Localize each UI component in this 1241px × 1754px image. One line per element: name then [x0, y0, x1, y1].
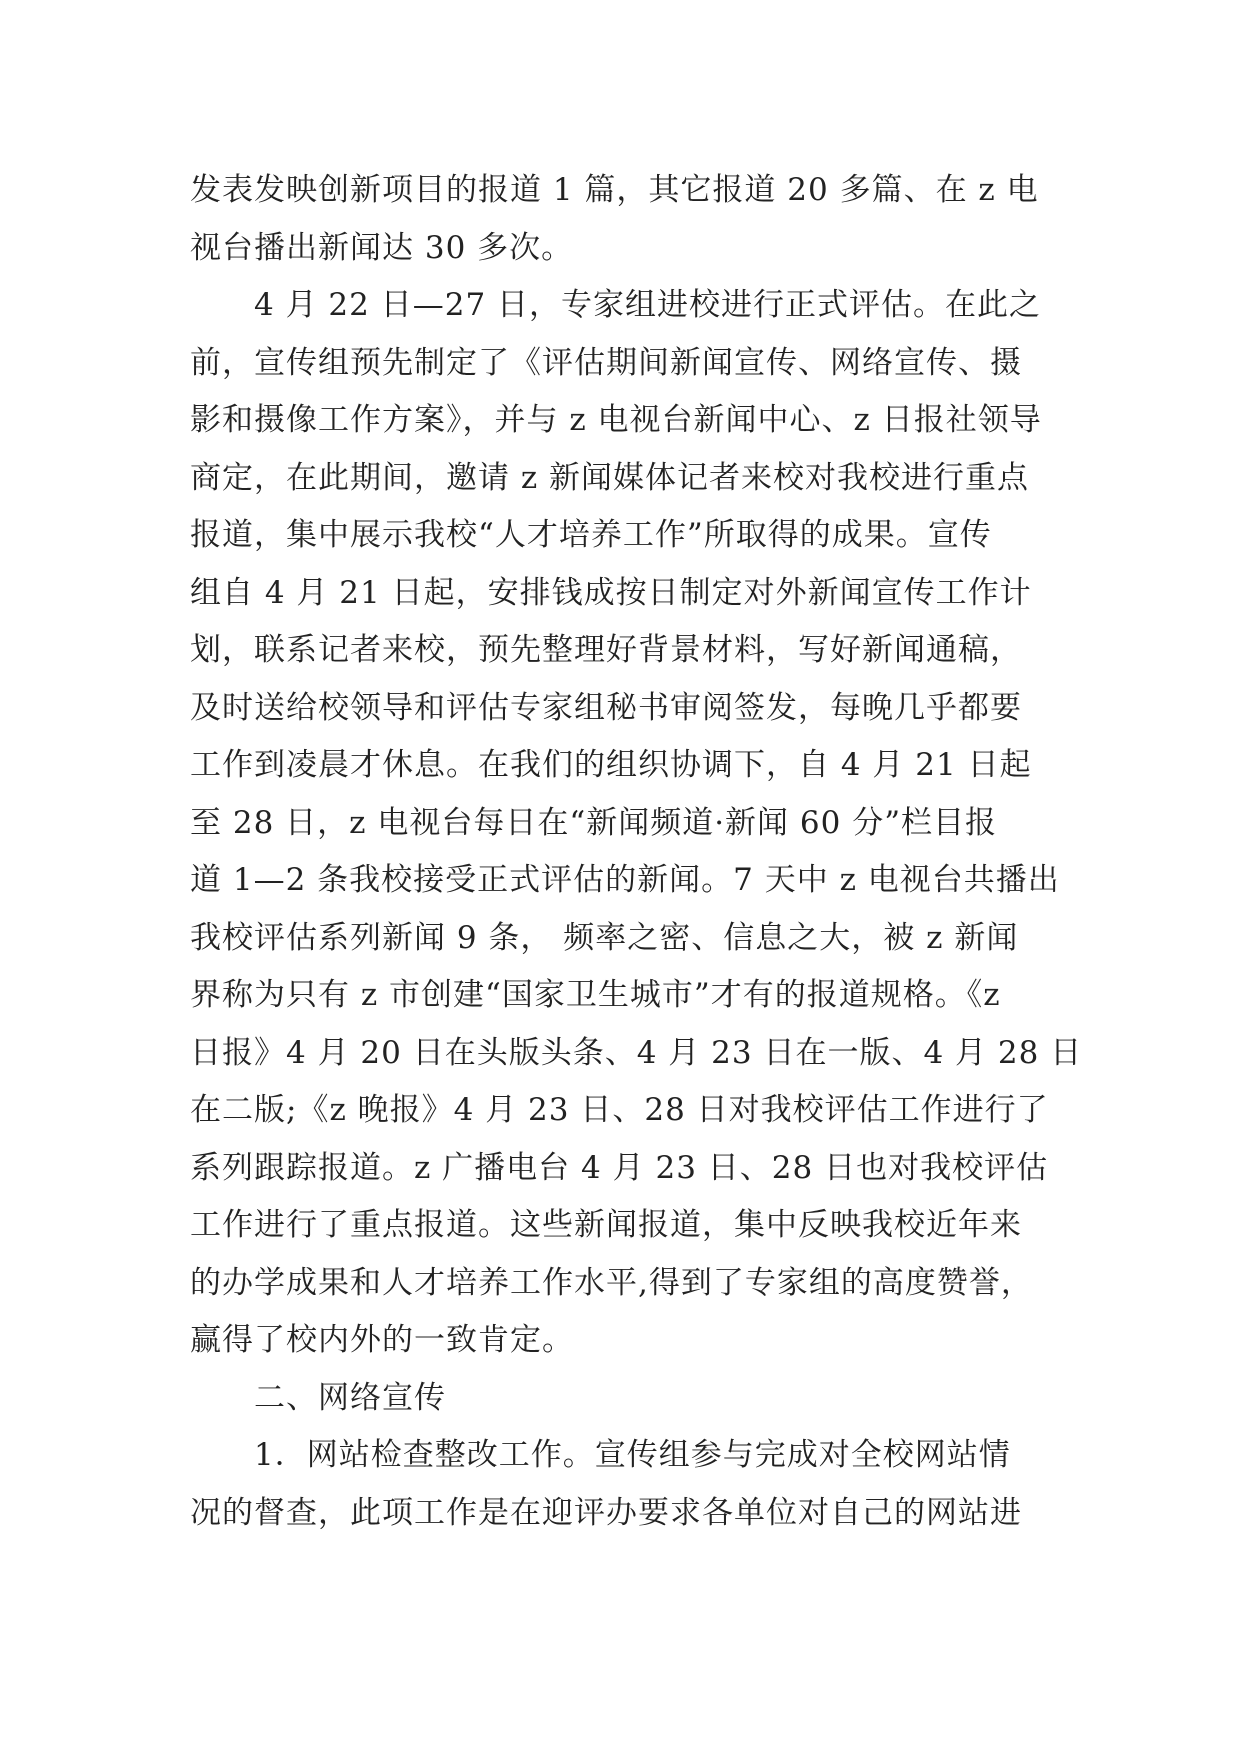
text-line: 划，联系记者来校，预先整理好背景材料，写好新闻通稿， [190, 632, 1022, 668]
text-line: 商定，在此期间，邀请 z 新闻媒体记者来校对我校进行重点 [190, 459, 1030, 496]
text-line: 道 1—2 条我校接受正式评估的新闻。7 天中 z 电视台共播出 [190, 862, 1060, 898]
section-heading: 二、网络宣传 [190, 1379, 446, 1416]
text-line: 系列跟踪报道。z 广播电台 4 月 23 日、28 日也对我校评估 [190, 1149, 1049, 1186]
text-line: 报道，集中展示我校“人才培养工作”所取得的成果。宣传 [190, 517, 992, 553]
text-line: 前，宣传组预先制定了《评估期间新闻宣传、网络宣传、摄 [190, 344, 1022, 381]
text-line: 我校评估系列新闻 9 条， 频率之密、信息之大，被 z 新闻 [190, 919, 1019, 956]
text-line: 发表发映创新项目的报道 1 篇，其它报道 20 多篇、在 z 电 [190, 172, 1039, 208]
text-line: 影和摄像工作方案》，并与 z 电视台新闻中心、z 日报社领导 [190, 402, 1042, 438]
text-line: 工作进行了重点报道。这些新闻报道，集中反映我校近年来 [190, 1207, 1022, 1243]
text-line: 日报》4 月 20 日在头版头条、4 月 23 日在一版、4 月 28 日 [190, 1034, 1083, 1071]
text-line: 视台播出新闻达 30 多次。 [190, 229, 574, 266]
document-body [190, 162, 1083, 1542]
text-line: 1．网站检查整改工作。宣传组参与完成对全校网站情 [190, 1437, 1011, 1473]
text-line: 界称为只有 z 市创建“国家卫生城市”才有的报道规格。《z [190, 977, 1001, 1013]
text-line: 的办学成果和人才培养工作水平,得到了专家组的高度赞誉， [190, 1264, 1033, 1301]
text-line: 工作到凌晨才休息。在我们的组织协调下，自 4 月 21 日起 [190, 747, 1032, 783]
text-line: 至 28 日，z 电视台每日在“新闻频道·新闻 60 分”栏目报 [190, 804, 998, 841]
text-line: 4 月 22 日—27 日，专家组进校进行正式评估。在此之 [190, 287, 1042, 323]
text-line: 况的督查，此项工作是在迎评办要求各单位对自己的网站进 [190, 1494, 1022, 1531]
text-line: 及时送给校领导和评估专家组秘书审阅签发，每晚几乎都要 [190, 689, 1022, 726]
text-line: 组自 4 月 21 日起，安排钱成按日制定对外新闻宣传工作计 [190, 574, 1032, 611]
text-line: 在二版;《z 晚报》4 月 23 日、28 日对我校评估工作进行了 [190, 1092, 1049, 1128]
text-line: 赢得了校内外的一致肯定。 [190, 1322, 574, 1358]
